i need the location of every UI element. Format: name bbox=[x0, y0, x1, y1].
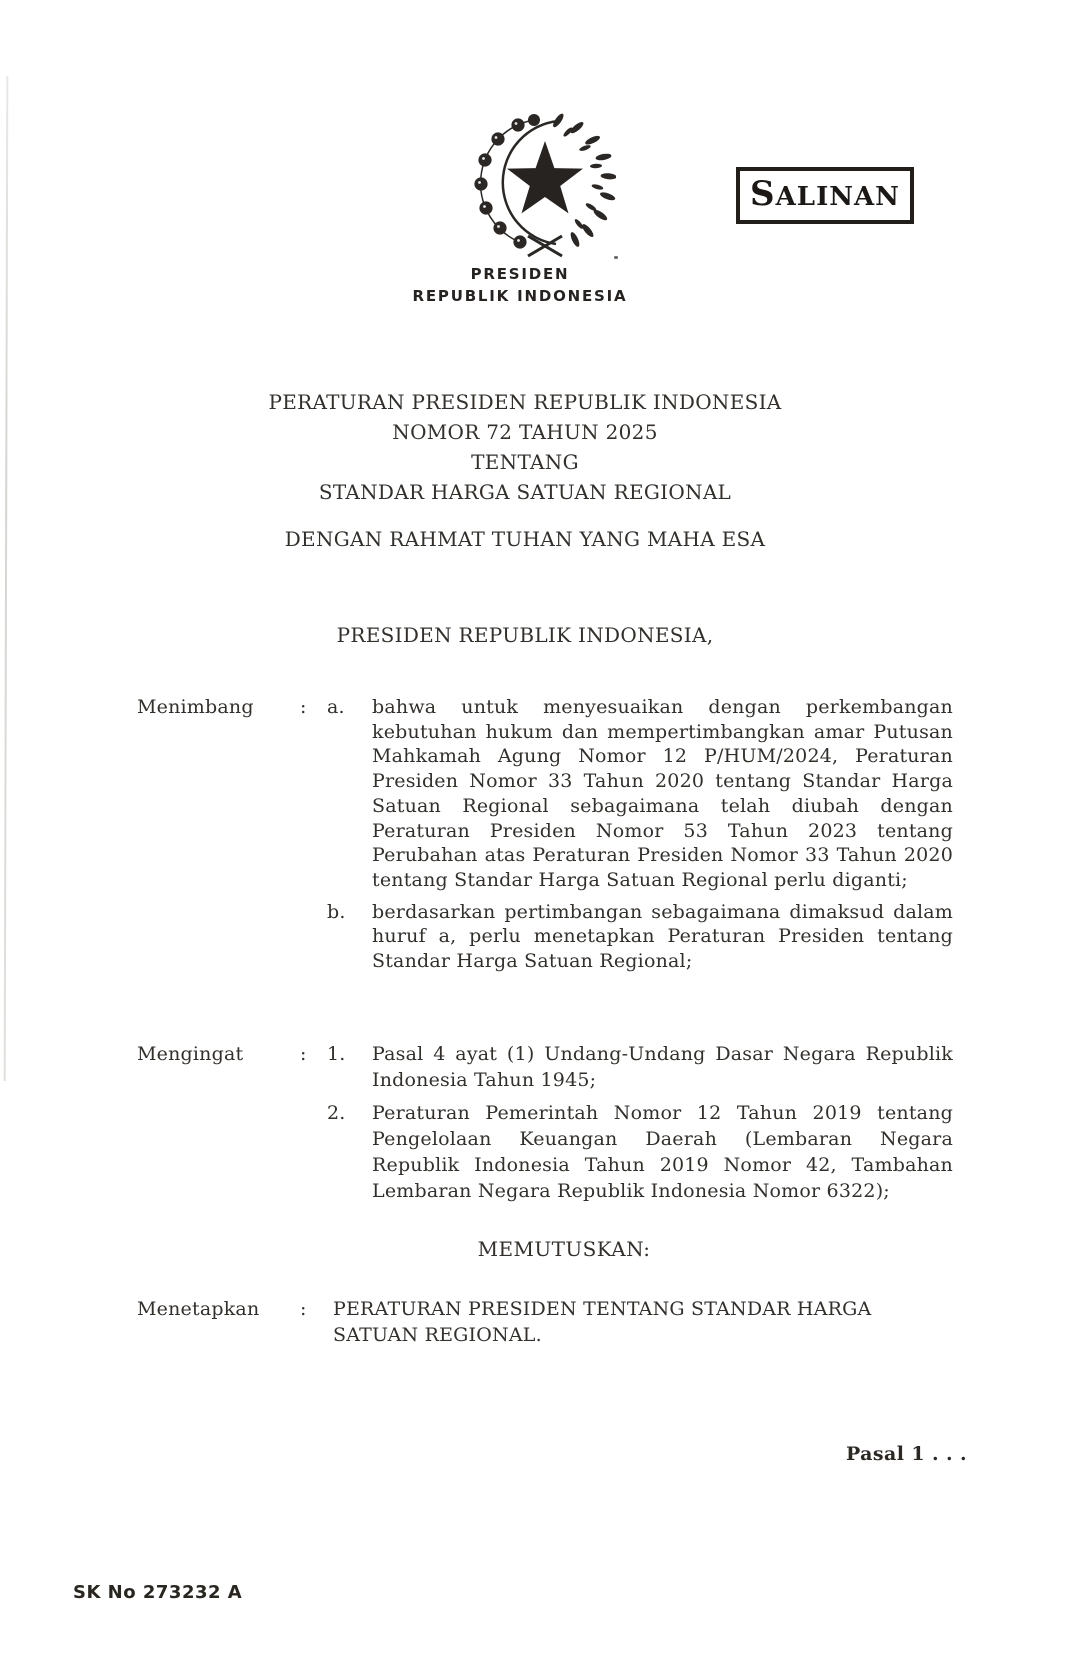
star-icon bbox=[507, 141, 583, 213]
menimbang-section bbox=[137, 695, 953, 974]
scan-dot-artifact bbox=[614, 256, 618, 259]
menimbang-label: Menimbang bbox=[137, 696, 254, 718]
menetapkan-row bbox=[137, 1296, 953, 1348]
salinan-stamp-label: SALINAN bbox=[750, 174, 900, 214]
mengingat-label: Mengingat bbox=[137, 1043, 244, 1065]
mengingat-section bbox=[137, 1041, 953, 1204]
sk-number: SK No 273232 A bbox=[73, 1582, 243, 1603]
mengingat-colon: : bbox=[300, 1043, 307, 1065]
title-line-4: STANDAR HARGA SATUAN REGIONAL bbox=[318, 480, 732, 504]
page-continuation-marker: Pasal 1 . . . bbox=[846, 1443, 968, 1465]
agency-letterhead bbox=[320, 263, 720, 307]
title-line-2: NOMOR 72 TAHUN 2025 bbox=[392, 420, 658, 444]
item-text-1: Pasal 4 ayat (1) Undang-Undang Dasar Negara Republik Indonesia Tahun 1945; bbox=[372, 1043, 953, 1091]
authority-line: PRESIDEN REPUBLIK INDONESIA, bbox=[336, 623, 714, 647]
menetapkan-label: Menetapkan bbox=[137, 1298, 260, 1320]
salinan-stamp bbox=[736, 167, 914, 224]
item-marker-2: 2. bbox=[327, 1102, 346, 1124]
item-marker-b: b. bbox=[327, 900, 346, 923]
menetapkan-section bbox=[137, 1296, 953, 1348]
presidential-star-wreath-emblem bbox=[458, 108, 616, 260]
item-text-b: berdasarkan pertimbangan sebagaimana dimaksud dalam huruf a, perlu menetapkan Peraturan Presiden tentang Standar Harga Satuan Regional; bbox=[372, 900, 953, 973]
menetapkan-colon: : bbox=[300, 1298, 307, 1320]
title-line-3: TENTANG bbox=[471, 450, 579, 474]
memutuskan-heading: MEMUTUSKAN: bbox=[477, 1237, 651, 1261]
menimbang-item-b bbox=[137, 900, 953, 974]
menetapkan-text: PERATURAN PRESIDEN TENTANG STANDAR HARGA SATUAN REGIONAL. bbox=[333, 1298, 872, 1346]
invocation-line: DENGAN RAHMAT TUHAN YANG MAHA ESA bbox=[284, 527, 766, 551]
regulation-title bbox=[175, 387, 875, 507]
title-line-1: PERATURAN PRESIDEN REPUBLIK INDONESIA bbox=[268, 390, 782, 414]
agency-line1: PRESIDEN bbox=[470, 265, 570, 283]
item-marker-a: a. bbox=[327, 696, 345, 718]
item-text-2: Peraturan Pemerintah Nomor 12 Tahun 2019 tentang Pengelolaan Keuangan Daerah (Lembaran Negara Republik Indonesia Tahun 2019 Nomor 42, Tambahan Lembaran Negara Republik Indonesia Nomor 6322); bbox=[372, 1102, 953, 1202]
scan-edge-artifact bbox=[4, 76, 9, 1081]
menimbang-item-a bbox=[137, 695, 953, 893]
item-text-a: bahwa untuk menyesuaikan dengan perkembangan kebutuhan hukum dan mempertimbangkan amar Putusan Mahkamah Agung Nomor 12 P/HUM/2024, Peraturan Presiden Nomor 33 Tahun 2020 tentang Standar Harga Satuan Regional sebagaimana telah diubah dengan Peraturan Presiden Nomor 53 Tahun 2023 tentang Perubahan atas Peraturan Presiden Nomor 33 Tahun 2020 tentang Standar Harga Satuan Regional perlu diganti; bbox=[372, 696, 953, 891]
mengingat-item-2 bbox=[137, 1100, 953, 1204]
mengingat-item-1 bbox=[137, 1041, 953, 1093]
item-marker-1: 1. bbox=[327, 1043, 346, 1065]
menimbang-colon: : bbox=[300, 696, 307, 718]
agency-line2: REPUBLIK INDONESIA bbox=[412, 287, 628, 305]
